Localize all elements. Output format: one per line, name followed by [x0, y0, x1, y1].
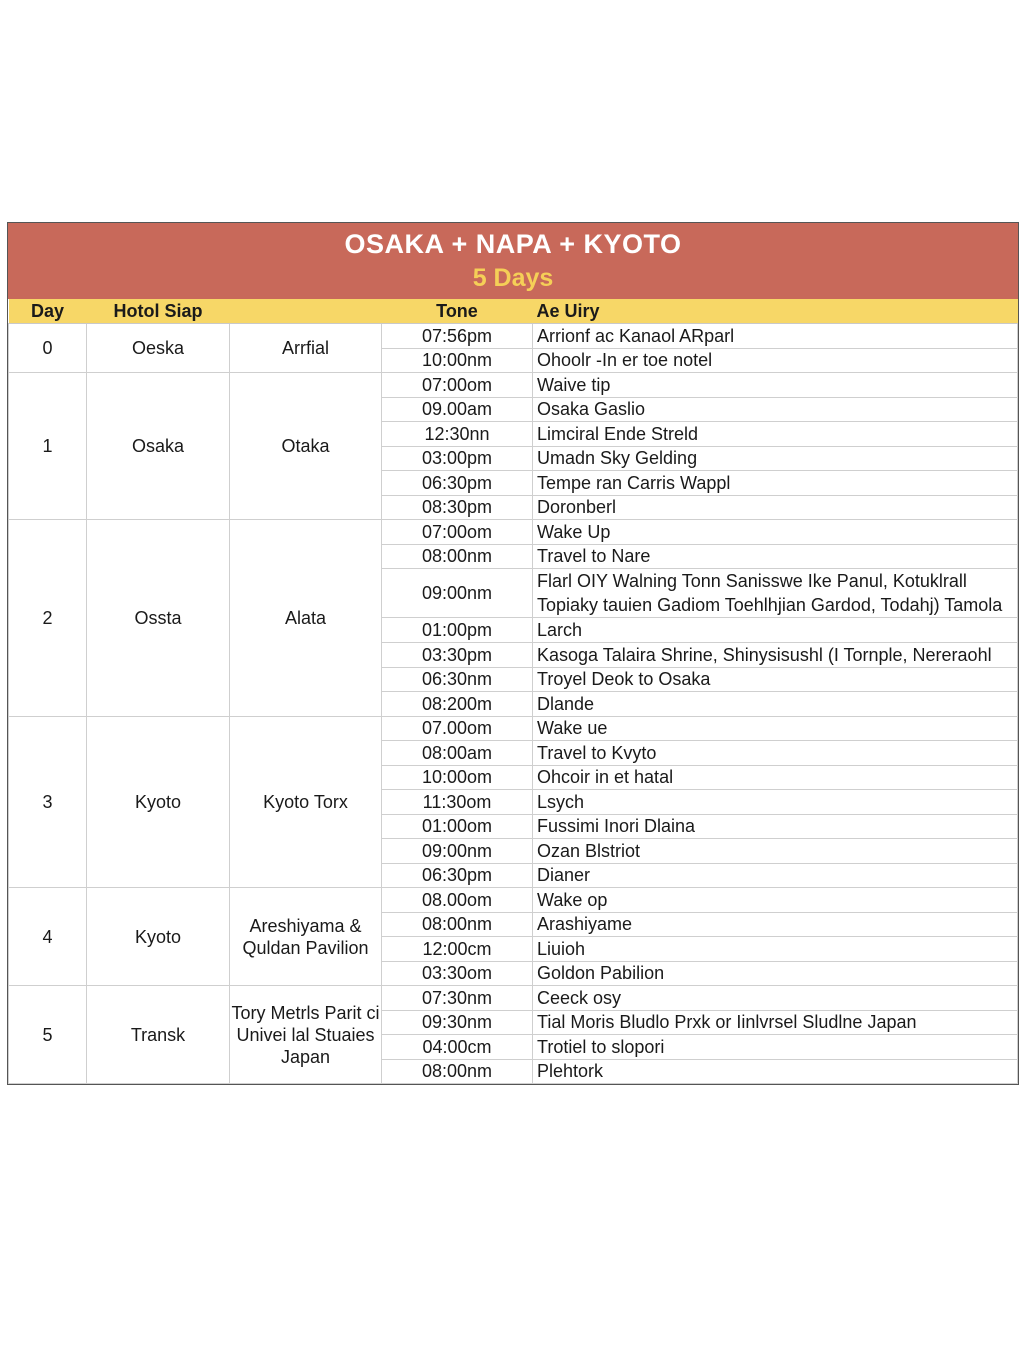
activity-cell: Tempe ran Carris Wappl: [533, 471, 1018, 496]
itinerary-title: OSAKA + NAPA + KYOTO: [344, 229, 682, 259]
time-cell: 08:200m: [382, 692, 533, 717]
time-cell: 12:30nn: [382, 422, 533, 447]
stop-cell: Tory Metrls Parit ci Univei lal Stuaies Japan: [230, 986, 382, 1084]
table-row: [9, 520, 1018, 545]
time-cell: 03:30pm: [382, 642, 533, 667]
time-cell: 12:00cm: [382, 937, 533, 962]
activity-cell: Ohcoir in et hatal: [533, 765, 1018, 790]
col-header-hotel: Hotol Siap: [87, 299, 230, 324]
activity-cell: Wake Up: [533, 520, 1018, 545]
activity-cell: Ohoolr -In er toe notel: [533, 348, 1018, 373]
header-row: [9, 299, 1018, 324]
time-cell: 08:00nm: [382, 912, 533, 937]
activity-cell: Doronberl: [533, 495, 1018, 520]
time-cell: 01:00pm: [382, 618, 533, 643]
itinerary-sheet: [7, 222, 1019, 1085]
time-cell: 08:30pm: [382, 495, 533, 520]
time-cell: 06:30nm: [382, 667, 533, 692]
time-cell: 09:00nm: [382, 839, 533, 864]
stop-cell: Kyoto Torx: [230, 716, 382, 888]
hotel-cell: Kyoto: [87, 716, 230, 888]
time-cell: 03:30om: [382, 961, 533, 986]
activity-cell: Tial Moris Bludlo Prxk or Iinlvrsel Sludlne Japan: [533, 1010, 1018, 1035]
time-cell: 07:00om: [382, 373, 533, 398]
day-number: 0: [9, 324, 87, 373]
time-cell: 11:30om: [382, 790, 533, 815]
activity-cell: Wake ue: [533, 716, 1018, 741]
col-header-day: Day: [9, 299, 87, 324]
activity-cell: Wake op: [533, 888, 1018, 913]
col-header-time: Tone: [382, 299, 533, 324]
hotel-cell: Osaka: [87, 373, 230, 520]
table-row: [9, 324, 1018, 349]
time-cell: 10:00om: [382, 765, 533, 790]
time-cell: 07:56pm: [382, 324, 533, 349]
activity-cell: Umadn Sky Gelding: [533, 446, 1018, 471]
hotel-cell: Transk: [87, 986, 230, 1084]
day-number: 4: [9, 888, 87, 986]
day-number: 2: [9, 520, 87, 717]
activity-cell: Waive tip: [533, 373, 1018, 398]
time-cell: 08.00om: [382, 888, 533, 913]
day-number: 1: [9, 373, 87, 520]
activity-cell: Kasoga Talaira Shrine, Shinysisushl (I Tornple, Nereraohl: [533, 642, 1018, 667]
itinerary-table: [8, 299, 1018, 1084]
time-cell: 07.00om: [382, 716, 533, 741]
time-cell: 01:00om: [382, 814, 533, 839]
activity-cell: Liuioh: [533, 937, 1018, 962]
activity-cell: Flarl OIY Walning Tonn Sanisswe Ike Panul, Kotuklrall Topiaky tauien Gadiom Toehlhjian Gardod, Todahj) Tamola: [533, 569, 1018, 618]
time-cell: 07:30nm: [382, 986, 533, 1011]
time-cell: 08:00nm: [382, 1059, 533, 1084]
activity-cell: Arrionf ac Kanaol ARparl: [533, 324, 1018, 349]
activity-cell: Limciral Ende Streld: [533, 422, 1018, 447]
activity-cell: Fussimi Inori Dlaina: [533, 814, 1018, 839]
itinerary-body: [9, 324, 1018, 1084]
time-cell: 09:30nm: [382, 1010, 533, 1035]
hotel-cell: Kyoto: [87, 888, 230, 986]
activity-cell: Goldon Pabilion: [533, 961, 1018, 986]
col-header-stop: [230, 299, 382, 324]
stop-cell: Arrfial: [230, 324, 382, 373]
activity-cell: Travel to Nare: [533, 544, 1018, 569]
activity-cell: Dianer: [533, 863, 1018, 888]
title-banner: [8, 223, 1018, 299]
day-number: 5: [9, 986, 87, 1084]
time-cell: 06:30pm: [382, 471, 533, 496]
time-cell: 03:00pm: [382, 446, 533, 471]
time-cell: 06:30pm: [382, 863, 533, 888]
table-row: [9, 986, 1018, 1011]
col-header-activity: Ae Uiry: [533, 299, 1018, 324]
activity-cell: Larch: [533, 618, 1018, 643]
table-row: [9, 888, 1018, 913]
stop-cell: Alata: [230, 520, 382, 717]
day-number: 3: [9, 716, 87, 888]
time-cell: 08:00nm: [382, 544, 533, 569]
activity-cell: Osaka Gaslio: [533, 397, 1018, 422]
time-cell: 04:00cm: [382, 1035, 533, 1060]
stop-cell: Areshiyama & Quldan Pavilion: [230, 888, 382, 986]
activity-cell: Lsych: [533, 790, 1018, 815]
activity-cell: Troyel Deok to Osaka: [533, 667, 1018, 692]
activity-cell: Travel to Kvyto: [533, 741, 1018, 766]
activity-cell: Ceeck osy: [533, 986, 1018, 1011]
time-cell: 10:00nm: [382, 348, 533, 373]
time-cell: 09.00am: [382, 397, 533, 422]
itinerary-subtitle: 5 Days: [472, 264, 554, 292]
time-cell: 08:00am: [382, 741, 533, 766]
activity-cell: Ozan Blstriot: [533, 839, 1018, 864]
time-cell: 07:00om: [382, 520, 533, 545]
activity-cell: Dlande: [533, 692, 1018, 717]
table-row: [9, 373, 1018, 398]
stop-cell: Otaka: [230, 373, 382, 520]
hotel-cell: Oeska: [87, 324, 230, 373]
table-row: [9, 716, 1018, 741]
activity-cell: Plehtork: [533, 1059, 1018, 1084]
time-cell: 09:00nm: [382, 569, 533, 618]
activity-cell: Arashiyame: [533, 912, 1018, 937]
activity-cell: Trotiel to slopori: [533, 1035, 1018, 1060]
hotel-cell: Ossta: [87, 520, 230, 717]
